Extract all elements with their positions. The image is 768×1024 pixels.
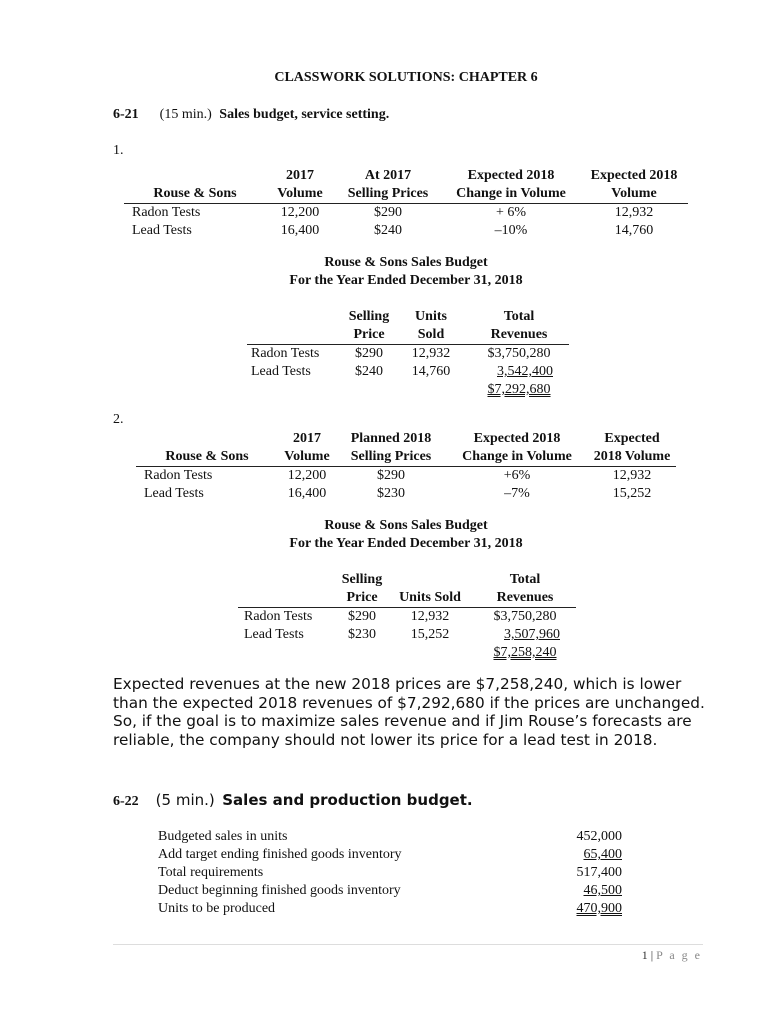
cell: $290: [355, 346, 383, 361]
table-row: [124, 222, 688, 240]
volume-table-1: [124, 167, 688, 240]
problem-time: (5 min.): [155, 791, 215, 809]
budget-title-2: [0, 517, 768, 553]
budget-title-line: For the Year Ended December 31, 2018: [289, 536, 523, 551]
cell: 470,900: [576, 901, 622, 916]
row-label: Radon Tests: [251, 346, 320, 361]
row-label: Lead Tests: [244, 627, 304, 642]
table-row: [136, 467, 676, 486]
total-value: $7,258,240: [493, 645, 557, 660]
header-cell: Price: [353, 327, 385, 342]
cell: $3,750,280: [487, 346, 551, 361]
cell: $290: [374, 205, 402, 220]
problem-heading: Sales and production budget.: [222, 791, 473, 809]
cell: 16,400: [280, 223, 320, 238]
header-cell: [247, 308, 345, 326]
cell: –10%: [494, 223, 528, 238]
page-footer: [642, 948, 702, 963]
table-row: [136, 485, 676, 503]
header-cell: Revenues: [496, 590, 554, 605]
problem-heading: Sales budget, service setting.: [219, 107, 390, 122]
header-cell: Expected: [604, 431, 660, 446]
problem-6-22-header: [113, 791, 473, 810]
header-cell: [238, 589, 338, 608]
problem-number: 6-21: [113, 107, 139, 122]
header-cell: Change in Volume: [442, 185, 580, 204]
cell: 3,507,960: [504, 627, 560, 642]
header-cell: Units Sold: [399, 590, 461, 605]
problem-time: (15 min.): [159, 107, 212, 122]
header-cell: Expected 2018: [467, 168, 555, 183]
problem-number: 6-22: [113, 794, 139, 809]
table-row: [238, 608, 576, 627]
cell: 12,200: [287, 468, 327, 483]
header-cell: [247, 326, 345, 345]
cell: 12,932: [612, 468, 652, 483]
row-label: Lead Tests: [144, 486, 204, 501]
header-cell: Volume: [580, 185, 688, 204]
total-row: [238, 644, 576, 662]
row-label: Budgeted sales in units: [158, 829, 288, 844]
table-row: [158, 900, 622, 918]
header-cell: Selling: [348, 309, 390, 324]
budget-title-line: Rouse & Sons Sales Budget: [324, 255, 488, 270]
cell: 12,200: [280, 205, 320, 220]
row-label: Radon Tests: [144, 468, 213, 483]
sales-budget-1: [247, 308, 569, 399]
page-number: 1: [641, 948, 648, 962]
header-cell: Units: [415, 309, 447, 324]
header-cell: Sold: [417, 327, 445, 342]
header-cell: Rouse & Sons: [136, 448, 278, 467]
cell: 15,252: [410, 627, 450, 642]
header-cell: [386, 571, 474, 589]
table-row: [247, 345, 569, 364]
row-label: Units to be produced: [158, 901, 276, 916]
cell: $290: [348, 609, 376, 624]
cell: $230: [377, 486, 405, 501]
header-cell: Expected 2018: [473, 431, 561, 446]
header-cell: Selling Prices: [334, 185, 442, 204]
header-cell: Volume: [278, 448, 336, 467]
cell: $230: [348, 627, 376, 642]
header-cell: [136, 430, 278, 448]
total-value: $7,292,680: [487, 382, 551, 397]
header-cell: Revenues: [490, 327, 548, 342]
header-cell: Rouse & Sons: [124, 185, 266, 204]
header-cell: Total: [503, 309, 535, 324]
row-label: Total requirements: [158, 865, 264, 880]
row-label: Deduct beginning finished goods inventory: [158, 883, 401, 898]
table-row: [158, 882, 622, 900]
table-row: [158, 828, 622, 846]
part-label: 1.: [113, 143, 124, 158]
cell: 3,542,400: [497, 364, 553, 379]
table-row: [158, 846, 622, 864]
volume-table-2: [136, 430, 676, 503]
page-title: CLASSWORK SOLUTIONS: CHAPTER 6: [274, 70, 538, 85]
cell: 15,252: [612, 486, 652, 501]
cell: 16,400: [287, 486, 327, 501]
footer-divider: [113, 944, 703, 945]
table-row: [158, 864, 622, 882]
budget-title-line: For the Year Ended December 31, 2018: [289, 273, 523, 288]
page-label: P a g e: [656, 948, 702, 962]
row-label: Lead Tests: [132, 223, 192, 238]
header-cell: 2018 Volume: [588, 448, 676, 467]
table-row: [238, 626, 576, 644]
budget-title-1: [0, 254, 768, 290]
cell: 14,760: [614, 223, 654, 238]
sales-budget-2: [238, 571, 576, 662]
header-cell: [238, 571, 338, 589]
table-row: [124, 204, 688, 223]
conclusion-paragraph: Expected revenues at the new 2018 prices are $7,258,240, which is lower than the expected 2018 revenues of $7,292,680 if the prices are unchanged. So, if the goal is to maximize sales revenue and if Jim Rouse’s forecasts are reliable, the company should not lower its price for a lead test in 2018.: [113, 675, 705, 749]
row-label: Radon Tests: [244, 609, 313, 624]
cell: $3,750,280: [493, 609, 557, 624]
production-budget: [158, 828, 622, 918]
header-cell: [124, 167, 266, 185]
cell: 14,760: [411, 364, 451, 379]
header-cell: 2017: [293, 431, 321, 446]
cell: –7%: [504, 486, 530, 501]
header-cell: Expected 2018: [590, 168, 678, 183]
cell: 46,500: [583, 883, 622, 898]
header-cell: Price: [346, 590, 378, 605]
cell: $240: [355, 364, 383, 379]
header-cell: Change in Volume: [446, 448, 588, 467]
cell: $290: [377, 468, 405, 483]
header-cell: 2017: [286, 168, 314, 183]
total-row: [247, 381, 569, 399]
page-separator: |: [650, 948, 654, 962]
table-row: [247, 363, 569, 381]
cell: 65,400: [583, 847, 622, 862]
cell: 12,932: [614, 205, 654, 220]
cell: 12,932: [411, 346, 451, 361]
row-label: Add target ending finished goods inventory: [158, 847, 402, 862]
header-cell: Planned 2018: [350, 431, 432, 446]
row-label: Radon Tests: [132, 205, 201, 220]
row-label: Lead Tests: [251, 364, 311, 379]
header-cell: Volume: [266, 185, 334, 204]
cell: $240: [374, 223, 402, 238]
cell: + 6%: [495, 205, 527, 220]
header-cell: Selling Prices: [336, 448, 446, 467]
budget-title-line: Rouse & Sons Sales Budget: [324, 518, 488, 533]
part-label: 2.: [113, 412, 124, 427]
cell: 12,932: [410, 609, 450, 624]
header-cell: Selling: [341, 572, 383, 587]
cell: +6%: [503, 468, 531, 483]
cell: 452,000: [576, 829, 622, 844]
header-cell: Total: [509, 572, 541, 587]
problem-6-21-header: [113, 107, 389, 123]
header-cell: At 2017: [364, 168, 412, 183]
cell: 517,400: [576, 865, 622, 880]
